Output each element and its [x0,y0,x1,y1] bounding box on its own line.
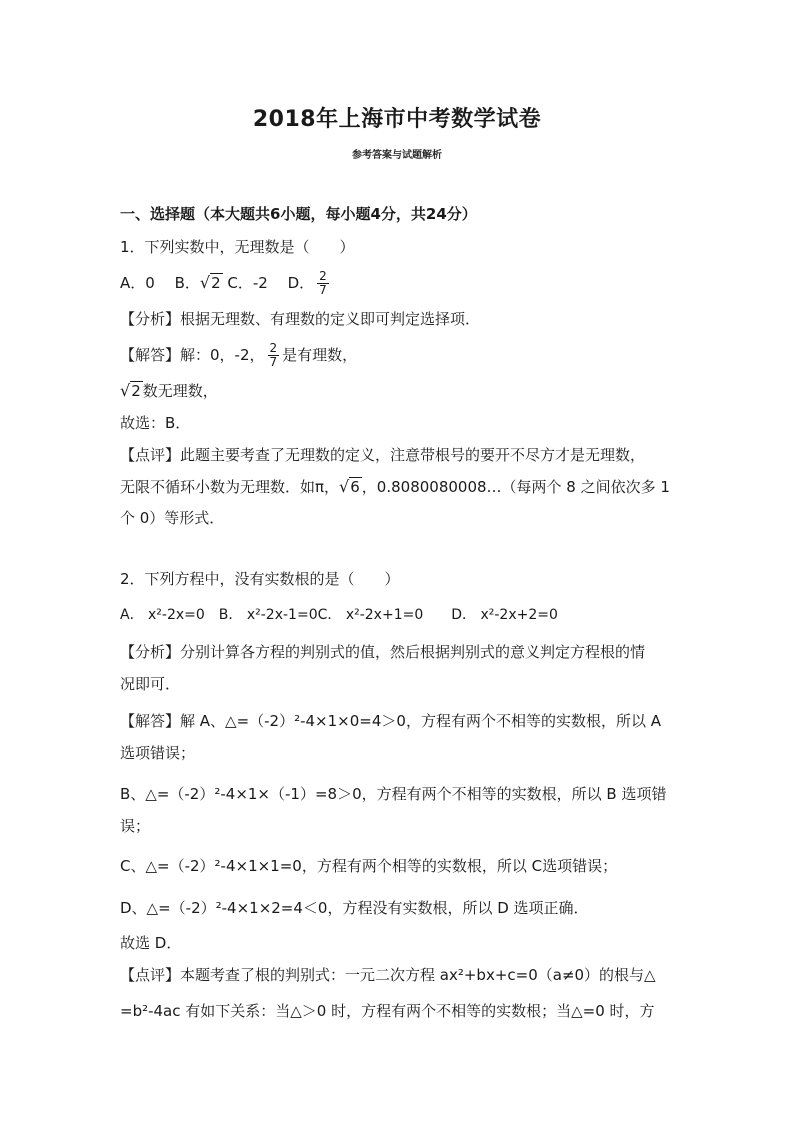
q1-answer [120,342,680,369]
q2-analysis-line1: 【分析】分别计算各方程的判别式的值，然后根据判别式的意义判定方程根的情 [120,643,646,661]
q1-answer-post: 是有理数， [282,346,358,364]
q2-analysis-line2: 况即可． [120,675,181,693]
q2-stem: 2．下列方程中，没有实数根的是（ ） [120,570,400,588]
q2-solution-a-line1: 【解答】解 A、△=（-2）²-4×1×0=4＞0，方程有两个不相等的实数根，所以 A [120,712,661,730]
section-heading: 一、选择题（本大题共6小题，每小题4分，共24分） [120,205,477,223]
q1-stem: 1．下列实数中，无理数是（ ） [120,238,355,256]
q1-option-a: A．0 B． [120,274,200,292]
q2-options: A． x²-2x=0 B． x²-2x-1=0C． x²-2x+1=0 D． x²-2x+2=0 [120,607,558,623]
q2-comment-line2: =b²-4ac 有如下关系：当△＞0 时，方程有两个不相等的实数根；当△=0 时，方 [120,1002,655,1020]
q2-solution-a-line2: 选项错误； [120,744,196,762]
sqrt-symbol: √2 [199,273,221,292]
q2-solution-b-line2: 误； [120,817,151,835]
q1-analysis: 【分析】根据无理数、有理数的定义即可判定选择项． [120,310,481,328]
sqrt-symbol: √2 [120,381,141,400]
q1-comment-line3: 个 0）等形式． [120,509,225,527]
q1-sqrt-line: √2 数无理数， [120,381,218,400]
sqrt-symbol: √6 [339,477,360,496]
q1-comment-line2: 无限不循环小数为无理数．如π，√6 ，0.8080080008…（每两个 8 之间依次多 1 [120,477,670,496]
q2-solution-c: C、△=（-2）²-4×1×1=0，方程有两个相等的实数根，所以 C选项错误； [120,857,618,875]
q2-solution-b-line1: B、△=（-2）²-4×1×（-1）=8＞0，方程有两个不相等的实数根，所以 B 选项错 [120,785,667,803]
q1-options [120,270,680,297]
q1-choice: 故选：B． [120,414,191,432]
q1-option-d-fraction: $\frac{2}{7}$ [319,269,327,297]
page-subtitle: 参考答案与试题解析 [352,150,442,161]
q1-comment-line1: 【点评】此题主要考查了无理数的定义，注意带根号的要开不尽方才是无理数， [120,446,646,464]
q2-choice: 故选 D． [120,934,182,952]
q1-answer-fraction: $\frac{2}{7}$ [269,341,278,369]
page-title: 2018年上海市中考数学试卷 [252,107,542,132]
q1-option-c: C．-2 D． [222,274,315,292]
q2-solution-d: D、△=（-2）²-4×1×2=4＜0，方程没有实数根，所以 D 选项正确． [120,899,589,917]
q1-answer-pre: 【解答】解：0，-2， [120,346,265,364]
q2-comment-line1: 【点评】本题考查了根的判别式：一元二次方程 ax²+bx+c=0（a≠0）的根与△ [120,966,656,984]
q1-option-b-radicand: 2 [211,274,221,292]
